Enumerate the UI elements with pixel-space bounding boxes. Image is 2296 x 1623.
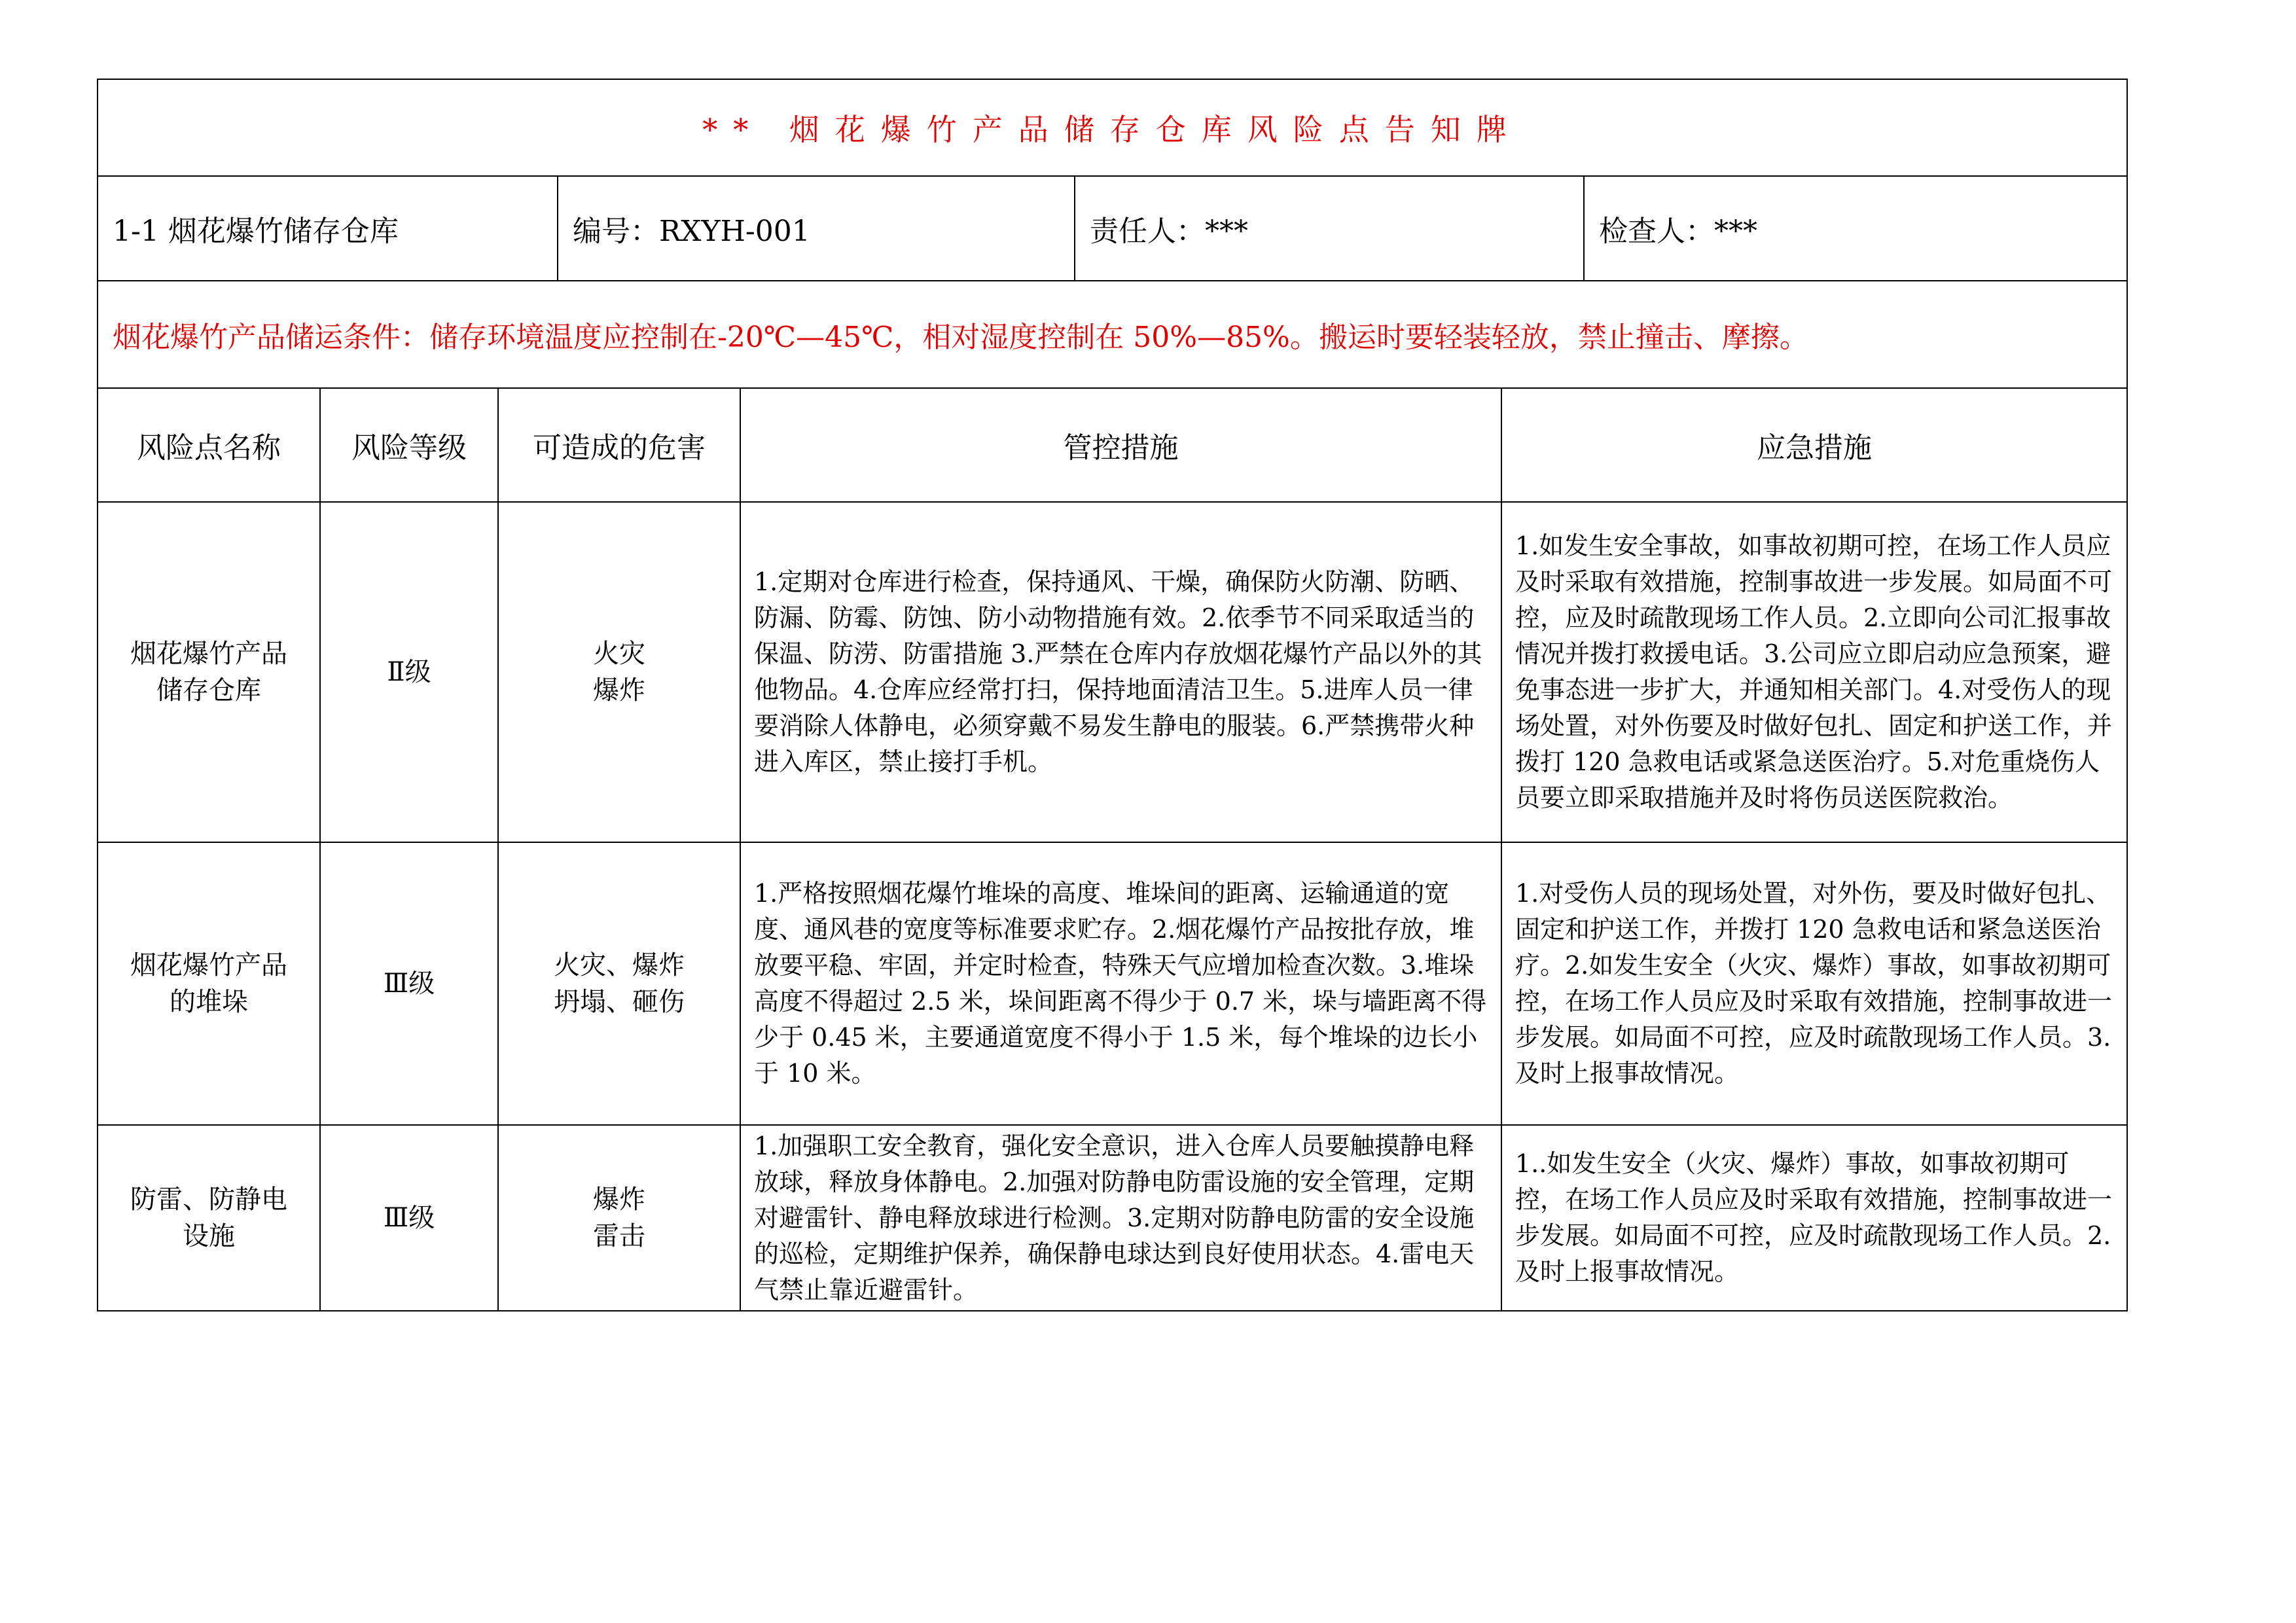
hazard-line: 坍塌、砸伤	[554, 987, 685, 1017]
risk-name-line: 设施	[183, 1221, 235, 1251]
location-label: 1-1 烟花爆竹储存仓库	[98, 177, 558, 280]
emergency-measures-cell: 1.如发生安全事故，如事故初期可控，在场工作人员应及时采取有效措施，控制事故进一步发展。如局面不可控，应及时疏散现场工作人员。2.立即向公司汇报事故情况并拨打救援电话。3.公司应立即启动应急预案，避免事态进一步扩大，并通知相关部门。4.对受伤人的现场处置，对外伤要及时做好包扎、固定和护送工作，并拨打 120 急救电话或紧急送医治疗。5.对危重烧伤人员要立即采取措施并及时将伤员送医院救治。	[1501, 502, 2127, 842]
risk-name-line: 烟花爆竹产品	[130, 639, 287, 669]
hazard-cell	[498, 502, 740, 842]
table-row	[98, 1125, 2127, 1311]
risk-level-cell: Ⅲ级	[320, 842, 498, 1125]
notice-title: ** 烟花爆竹产品储存仓库风险点告知牌	[98, 79, 2127, 176]
control-measures-cell: 1.严格按照烟花爆竹堆垛的高度、堆垛间的距离、运输通道的宽度、通风巷的宽度等标准要求贮存。2.烟花爆竹产品按批存放，堆放要平稳、牢固，并定时检查，特殊天气应增加检查次数。3.堆垛高度不得超过 2.5 米，垛间距离不得少于 0.7 米，垛与墙距离不得少于 0.45 米，主要通道宽度不得小于 1.5 米，每个堆垛的边长小于 10 米。	[740, 842, 1501, 1125]
risk-name-line: 的堆垛	[170, 987, 248, 1017]
code-label: 编号：RXYH-001	[558, 177, 1075, 280]
header-emergency-measures: 应急措施	[1501, 388, 2127, 502]
header-risk-name: 风险点名称	[98, 388, 320, 502]
hazard-cell	[498, 842, 740, 1125]
risk-level-cell: Ⅱ级	[320, 502, 498, 842]
table-row	[98, 502, 2127, 842]
risk-name-line: 防雷、防静电	[130, 1185, 287, 1215]
hazard-line: 爆炸	[593, 675, 645, 705]
hazard-line: 火灾、爆炸	[554, 950, 685, 980]
inspector-label: 检查人：***	[1599, 215, 1757, 248]
risk-level-cell: Ⅲ级	[320, 1125, 498, 1311]
risk-notice-table	[97, 79, 2128, 1311]
emergency-measures-cell: 1.对受伤人员的现场处置，对外伤，要及时做好包扎、固定和护送工作，并拨打 120 急救电话和紧急送医治疗。2.如发生安全（火灾、爆炸）事故，如事故初期可控，在场工作人员应及时采取有效措施，控制事故进一步发展。如局面不可控，应及时疏散现场工作人员。3.及时上报事故情况。	[1501, 842, 2127, 1125]
hazard-line: 火灾	[593, 639, 645, 669]
hazard-line: 雷击	[593, 1221, 645, 1251]
emergency-measures-cell: 1..如发生安全（火灾、爆炸）事故，如事故初期可控，在场工作人员应及时采取有效措施，控制事故进一步发展。如局面不可控，应及时疏散现场工作人员。2.及时上报事故情况。	[1501, 1125, 2127, 1311]
control-measures-cell: 1.定期对仓库进行检查，保持通风、干燥，确保防火防潮、防晒、防漏、防霉、防蚀、防小动物措施有效。2.依季节不同采取适当的保温、防涝、防雷措施 3.严禁在仓库内存放烟花爆竹产品以外的其他物品。4.仓库应经常打扫，保持地面清洁卫生。5.进库人员一律要消除人体静电，必须穿戴不易发生静电的服装。6.严禁携带火种进入库区，禁止接打手机。	[740, 502, 1501, 842]
responsible-label: 责任人：***	[1075, 177, 1584, 280]
header-risk-level: 风险等级	[320, 388, 498, 502]
table-row	[98, 842, 2127, 1125]
risk-name-line: 烟花爆竹产品	[130, 950, 287, 980]
risk-name-cell	[98, 842, 320, 1125]
header-hazard: 可造成的危害	[498, 388, 740, 502]
hazard-line: 爆炸	[593, 1185, 645, 1215]
risk-name-cell	[98, 502, 320, 842]
risk-name-cell	[98, 1125, 320, 1311]
risk-name-line: 储存仓库	[156, 675, 261, 705]
control-measures-cell: 1.加强职工安全教育，强化安全意识，进入仓库人员要触摸静电释放球，释放身体静电。2.加强对防静电防雷设施的安全管理，定期对避雷针、静电释放球进行检测。3.定期对防静电防雷的安全设施的巡检，定期维护保养，确保静电球达到良好使用状态。4.雷电天气禁止靠近避雷针。	[740, 1125, 1501, 1311]
header-control-measures: 管控措施	[740, 388, 1501, 502]
hazard-cell	[498, 1125, 740, 1311]
storage-conditions: 烟花爆竹产品储运条件：储存环境温度应控制在-20℃—45℃，相对湿度控制在 50%—85%。搬运时要轻装轻放，禁止撞击、摩擦。	[98, 281, 2127, 388]
